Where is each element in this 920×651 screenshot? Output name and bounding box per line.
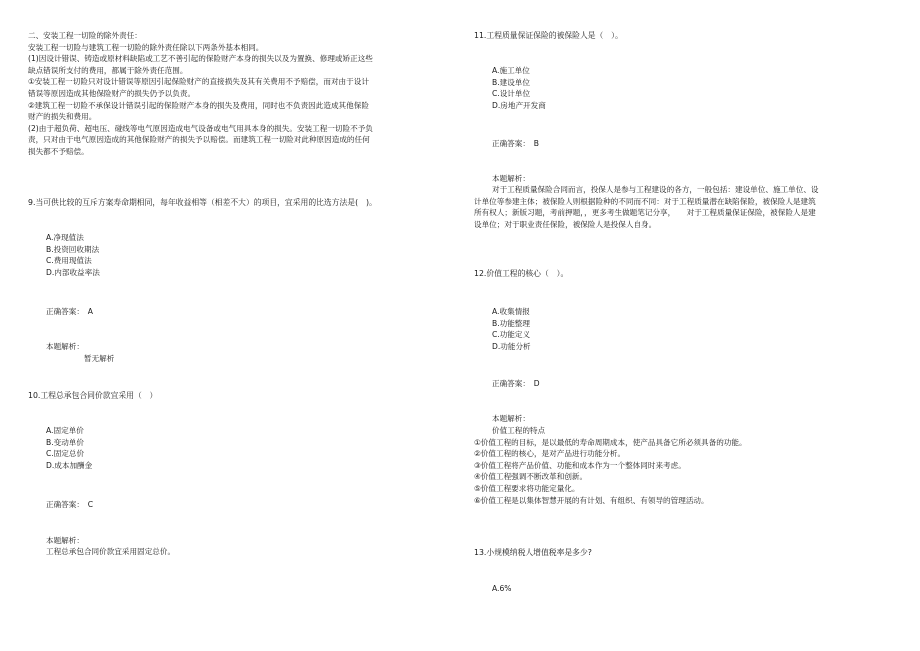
section-line: 错误等原因造成其他保险财产的损失仍予以负责。 — [28, 88, 196, 98]
option-b[interactable]: B.建设单位 — [492, 77, 530, 87]
option-c[interactable]: C.固定总价 — [46, 449, 85, 459]
question-13-options — [474, 583, 894, 595]
question-13-text: 13.小规模纳税人增值税率是多少? — [474, 548, 592, 557]
analysis-line: ⑥价值工程是以集体智慧开展的有计划、有组织、有领导的管理活动。 — [474, 495, 709, 505]
option-d[interactable]: D.内部收益率法 — [46, 267, 100, 277]
question-11-options — [474, 65, 894, 111]
question-10-answer: 正确答案： C — [46, 500, 94, 509]
question-11-analysis — [474, 184, 894, 230]
option-a[interactable]: A.固定单价 — [46, 426, 84, 435]
option-b[interactable]: B.投资回收期法 — [46, 244, 100, 254]
analysis-line: 计单位等参建主体；被保险人则根据险种的不同而不同：对于工程质量潜在缺陷保险，被保险人是建筑 — [474, 196, 816, 206]
question-12-answer: 正确答案： D — [492, 379, 540, 388]
option-b[interactable]: B.变动单价 — [46, 437, 84, 447]
option-a[interactable]: A.净现值法 — [46, 233, 84, 242]
option-a[interactable]: A.施工单位 — [492, 66, 530, 75]
question-9-analysis: 暂无解析 — [84, 354, 115, 363]
analysis-line: 设单位；对于职业责任保险，被保险人是投保人自身。 — [474, 219, 657, 229]
option-c[interactable]: C.功能定义 — [492, 330, 531, 340]
section-line: ①安装工程一切险只对设计错误等原因引起保险财产的直接损失及其有关费用不予赔偿，而对由于设计 — [28, 77, 369, 87]
option-a[interactable]: A.6% — [492, 584, 512, 593]
section-line: 损失都不予赔偿。 — [28, 146, 89, 156]
option-b[interactable]: B.功能整理 — [492, 318, 530, 328]
question-9-text: 9.当可供比较的互斥方案寿命期相同，每年收益相等（相差不大）的项目，宜采用的比选方法是( )。 — [28, 198, 377, 207]
question-10-analysis: 工程总承包合同价款宜采用固定总价。 — [46, 547, 176, 556]
section-line: 二、安装工程一切险的除外责任： — [28, 31, 142, 40]
question-12-analysis-label: 本题解析： — [492, 414, 530, 423]
option-c[interactable]: C.设计单位 — [492, 89, 531, 99]
section-line: ②建筑工程一切险不承保设计错误引起的保险财产本身的损失及费用，同时也不负责因此造成其他保险 — [28, 100, 369, 110]
question-10-analysis-label: 本题解析： — [46, 536, 84, 545]
analysis-line: ②价值工程的核心，是对产品进行功能分析。 — [474, 449, 626, 459]
analysis-line: ④价值工程强调不断改革和创新。 — [474, 472, 588, 482]
option-d[interactable]: D.功能分析 — [492, 341, 531, 351]
question-9-answer: 正确答案： A — [46, 307, 93, 316]
analysis-line: 价值工程的特点 — [492, 426, 546, 435]
question-10-options — [28, 425, 448, 471]
question-9-options — [28, 232, 448, 278]
question-12-analysis — [474, 425, 894, 506]
analysis-line: ⑤价值工程要求将功能定量化。 — [474, 483, 580, 493]
question-11-text: 11.工程质量保证保险的被保险人是（ ）。 — [474, 31, 623, 40]
option-d[interactable]: D.成本加酬金 — [46, 460, 93, 470]
section-line: (1)因设计错误、铸造或原材料缺陷或工艺不善引起的保险财产本身的损失以及为置换、修理或矫正这些 — [28, 54, 373, 64]
section-line: 财产的损失和费用。 — [28, 112, 97, 122]
option-a[interactable]: A.收集情报 — [492, 307, 530, 316]
question-12-text: 12.价值工程的核心（ ）。 — [474, 269, 569, 278]
section-line: (2)由于超负荷、超电压、碰线等电气原因造成电气设备或电气用具本身的损失。安装工程一切险不予负 — [28, 123, 373, 133]
question-9-analysis-label: 本题解析： — [46, 342, 84, 351]
option-d[interactable]: D.房地产开发商 — [492, 100, 546, 110]
question-10-text: 10.工程总承包合同价款宜采用（ ） — [28, 391, 158, 400]
section-line: 责，只对由于电气原因造成的其他保险财产的损失予以赔偿。而建筑工程一切险对此种原因造成的任何 — [28, 135, 370, 145]
section-line: 安装工程一切险与建筑工程一切险的除外责任除以下两条外基本相同。 — [28, 42, 264, 52]
analysis-line: 所有权人；新版习题，考前押题，，更多考生做题笔记分享， 对于工程质量保证保险，被保险人是建 — [474, 208, 816, 218]
analysis-line: 对于工程质量保险合同而言，投保人是参与工程建设的各方，一般包括：建设单位、施工单位、设 — [492, 185, 819, 194]
question-11-answer: 正确答案： B — [492, 139, 539, 148]
analysis-line: ①价值工程的目标，是以最低的寿命周期成本，使产品具备它所必须具备的功能。 — [474, 437, 747, 447]
option-c[interactable]: C.费用现值法 — [46, 256, 92, 266]
analysis-line: ③价值工程将产品价值、功能和成本作为一个整体同时来考虑。 — [474, 460, 686, 470]
question-11-analysis-label: 本题解析： — [492, 174, 530, 183]
section-line: 缺点错误所支付的费用，都属于除外责任范围。 — [28, 65, 188, 75]
exclusion-section — [28, 30, 448, 158]
question-12-options — [474, 306, 894, 352]
